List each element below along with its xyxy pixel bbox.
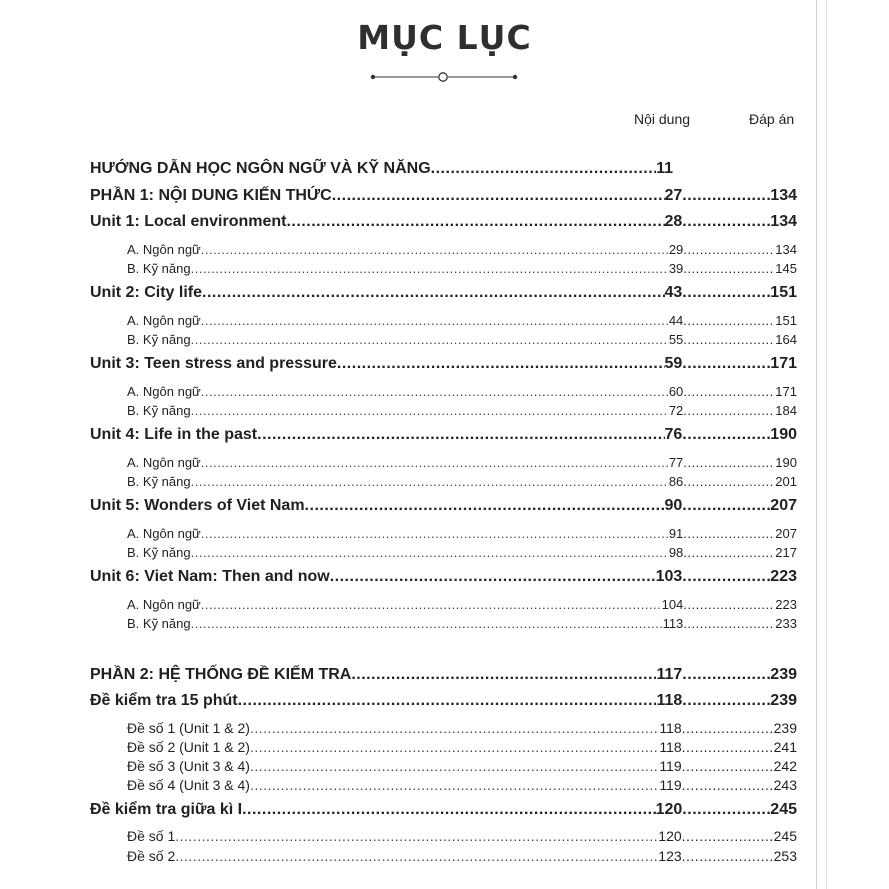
toc-subentry[interactable] [127,455,797,470]
toc-entry-label: Unit 2: City life [90,284,203,301]
toc-entry-answer-page: 253 [773,848,797,864]
toc-entry-label: B. Kỹ năng [127,261,191,276]
dot-leader [682,426,770,444]
toc-entry-answer-page: 241 [773,739,797,755]
dot-leader [683,332,775,347]
dot-leader [682,497,770,515]
toc-entry-answer-page: 223 [770,568,797,585]
toc-entry[interactable] [90,801,797,819]
toc-entry-label: Unit 5: Wonders of Viet Nam [90,497,305,514]
toc-entry[interactable] [90,426,797,444]
dot-leader [242,801,656,819]
toc-entry-answer-page: 145 [775,261,797,276]
dot-leader [682,568,770,586]
dot-leader [682,801,770,819]
toc-entry-page: 27 [664,187,683,204]
toc-subentry[interactable] [127,242,797,257]
toc-entry-answer-page: 171 [775,384,797,399]
toc-entry-answer-page: 233 [775,616,797,631]
toc-entry[interactable] [90,187,797,205]
toc-entry-label: Đề kiểm tra giữa kì I [90,801,243,818]
toc-entry-page: 39 [668,261,684,276]
toc-entry-page: 91 [668,526,684,541]
toc-entry-label: PHẦN 1: NỘI DUNG KIẾN THỨC [90,187,332,204]
toc-entry-page: 118 [659,720,682,736]
toc-entry-page: 113 [662,616,684,631]
toc-entry-answer-page: 223 [775,597,797,612]
toc-entry-page: 123 [658,848,682,864]
dot-leader [682,284,770,302]
toc-subentry[interactable] [127,616,797,631]
toc-entry-page: 98 [668,545,684,560]
toc-subentry[interactable] [127,848,797,864]
dot-leader [683,242,775,257]
dot-leader [682,187,770,205]
dot-leader [286,213,664,231]
dot-leader [682,666,770,684]
toc-entry-answer-page: 184 [775,403,797,418]
dot-leader [201,313,669,328]
dot-leader [191,332,669,347]
dot-leader [351,666,656,684]
toc-entry-answer-page: 242 [773,758,797,774]
dot-leader [332,187,665,205]
toc-entry-page: 43 [664,284,683,301]
toc-entry-answer-page: 239 [773,720,797,736]
toc-entry-page: 103 [655,568,683,585]
dot-leader [201,384,669,399]
toc-entry-page: 118 [659,739,682,755]
toc-entry-page: 117 [656,666,683,683]
toc-entry-label: Đề số 2 [127,848,176,864]
toc-entry-answer-page: 245 [773,828,797,844]
toc-entry[interactable] [90,355,797,373]
dot-leader [683,261,775,276]
toc-entry-label: PHẦN 2: HỆ THỐNG ĐỀ KIỂM TRA [90,666,352,683]
dot-leader [431,160,656,178]
dot-leader [683,403,775,418]
toc-entry-page: 11 [656,160,673,177]
toc-entry[interactable] [90,213,797,231]
dot-leader [683,384,775,399]
toc-entry-label: Đề số 4 (Unit 3 & 4) [127,777,250,793]
dot-leader [191,403,669,418]
toc-entry-answer-page: 190 [770,426,797,443]
dot-leader [201,597,662,612]
toc-entry-page: 72 [668,403,684,418]
dot-leader [191,616,663,631]
dot-leader [683,474,775,489]
toc-entry-page: 118 [656,692,683,709]
dot-leader [330,568,656,586]
toc-entry-label: B. Kỹ năng [127,616,191,631]
toc-entry-answer-page: 164 [775,332,797,347]
dot-leader [682,355,770,373]
dot-leader [250,720,659,736]
toc-entry-label: Unit 3: Teen stress and pressure [90,355,337,372]
toc-entry-page: 90 [664,497,683,514]
dot-leader [201,526,669,541]
toc-entry-page: 29 [668,242,684,257]
dot-leader [682,692,770,710]
toc-subentry[interactable] [127,758,797,774]
toc-entry-answer-page: 207 [770,497,797,514]
dot-leader [250,739,659,755]
toc-entry-label: A. Ngôn ngữ [127,597,201,612]
toc-entry-page: 60 [668,384,684,399]
toc-entry-page: 59 [664,355,683,372]
toc-subentry[interactable] [127,720,797,736]
toc-entry-label: Unit 6: Viet Nam: Then and now [90,568,330,585]
toc-entry-label: HƯỚNG DẪN HỌC NGÔN NGỮ VÀ KỸ NĂNG [90,160,431,177]
toc-entry-answer-page: 134 [770,187,797,204]
dot-leader [682,739,774,755]
toc-entry-answer-page: 243 [773,777,797,793]
toc-entry-answer-page: 239 [770,666,797,683]
toc-subentry[interactable] [127,545,797,560]
toc-entry-answer-page: 151 [770,284,797,301]
dot-leader [201,242,669,257]
toc-entry-page: 119 [659,777,682,793]
toc-entry-answer-page: 245 [770,801,797,818]
dot-leader [201,455,669,470]
toc-entry-label: Đề số 2 (Unit 1 & 2) [127,739,250,755]
dot-leader [682,777,774,793]
toc-entry-answer-page: 134 [770,213,797,230]
toc-entry-page: 44 [668,313,684,328]
toc-entry-label: Unit 4: Life in the past [90,426,258,443]
toc-entry-page: 76 [664,426,683,443]
toc-entry-label: A. Ngôn ngữ [127,455,201,470]
toc-entry[interactable] [90,160,797,178]
toc-subentry[interactable] [127,403,797,418]
toc-entry-page: 119 [659,758,682,774]
toc-entry-label: B. Kỹ năng [127,332,191,347]
toc-entry-label: B. Kỹ năng [127,403,191,418]
dot-leader [257,426,664,444]
toc-subentry[interactable] [127,261,797,276]
dot-leader [250,758,659,774]
toc-subentry[interactable] [127,739,797,755]
toc-entry-label: A. Ngôn ngữ [127,242,201,257]
dot-leader [238,692,657,710]
dot-leader [682,828,774,844]
toc-entry-answer-page: 217 [775,545,797,560]
toc-entry-answer-page: 190 [775,455,797,470]
dot-leader [682,213,770,231]
dot-leader [683,313,775,328]
column-header-answers: Đáp án [749,111,795,127]
toc-entry-page: 28 [664,213,683,230]
dot-leader [683,597,775,612]
dot-leader [682,758,774,774]
toc-entry-answer-page: 239 [770,692,797,709]
toc-entry-page: 77 [668,455,684,470]
toc-entry-answer-page: 151 [775,313,797,328]
toc-entry-page: 120 [658,828,682,844]
toc-entry-page: 120 [655,801,683,818]
dot-leader [191,474,669,489]
dot-leader [682,720,774,736]
toc-entry-answer-page: 171 [770,355,797,372]
toc-entry[interactable] [90,666,797,684]
toc-entry[interactable] [90,284,797,302]
toc-entry-label: B. Kỹ năng [127,474,191,489]
toc-entry-label: Đề kiểm tra 15 phút [90,692,238,709]
toc-entry-label: Đề số 3 (Unit 3 & 4) [127,758,250,774]
toc-entry-page: 104 [661,597,684,612]
toc-entry-answer-page: 134 [775,242,797,257]
toc-subentry[interactable] [127,526,797,541]
toc-subentry[interactable] [127,384,797,399]
dot-leader [683,455,775,470]
toc-entry-label: A. Ngôn ngữ [127,384,201,399]
dot-leader [191,261,669,276]
toc-entry-label: A. Ngôn ngữ [127,313,201,328]
dot-leader [683,545,775,560]
toc-subentry[interactable] [127,597,797,612]
toc-subentry[interactable] [127,828,797,844]
toc-entry-page: 86 [668,474,684,489]
dot-leader [191,545,669,560]
toc-entry-page: 55 [668,332,684,347]
toc-entry[interactable] [90,568,797,586]
dot-leader [175,828,658,844]
toc-entry-label: B. Kỹ năng [127,545,191,560]
toc-entry[interactable] [90,692,797,710]
page-title: MỤC LỤC [357,18,532,57]
dot-leader [337,355,665,373]
toc-entry-label: Unit 1: Local environment [90,213,287,230]
toc-entry-label: Đề số 1 (Unit 1 & 2) [127,720,250,736]
toc-entry-label: A. Ngôn ngữ [127,526,201,541]
dot-leader [305,497,665,515]
dot-leader [682,848,774,864]
toc-entry-label: Đề số 1 [127,828,176,844]
toc-subentry[interactable] [127,777,797,793]
dot-leader [202,284,664,302]
dot-leader [683,616,775,631]
column-header-content: Nội dung [634,111,691,127]
dot-leader [250,777,659,793]
dot-leader [175,848,658,864]
toc-subentry[interactable] [127,313,797,328]
dot-leader [683,526,775,541]
toc-subentry[interactable] [127,332,797,347]
toc-entry-answer-page: 207 [775,526,797,541]
toc-subentry[interactable] [127,474,797,489]
toc-entry-answer-page: 201 [775,474,797,489]
toc-entry[interactable] [90,497,797,515]
